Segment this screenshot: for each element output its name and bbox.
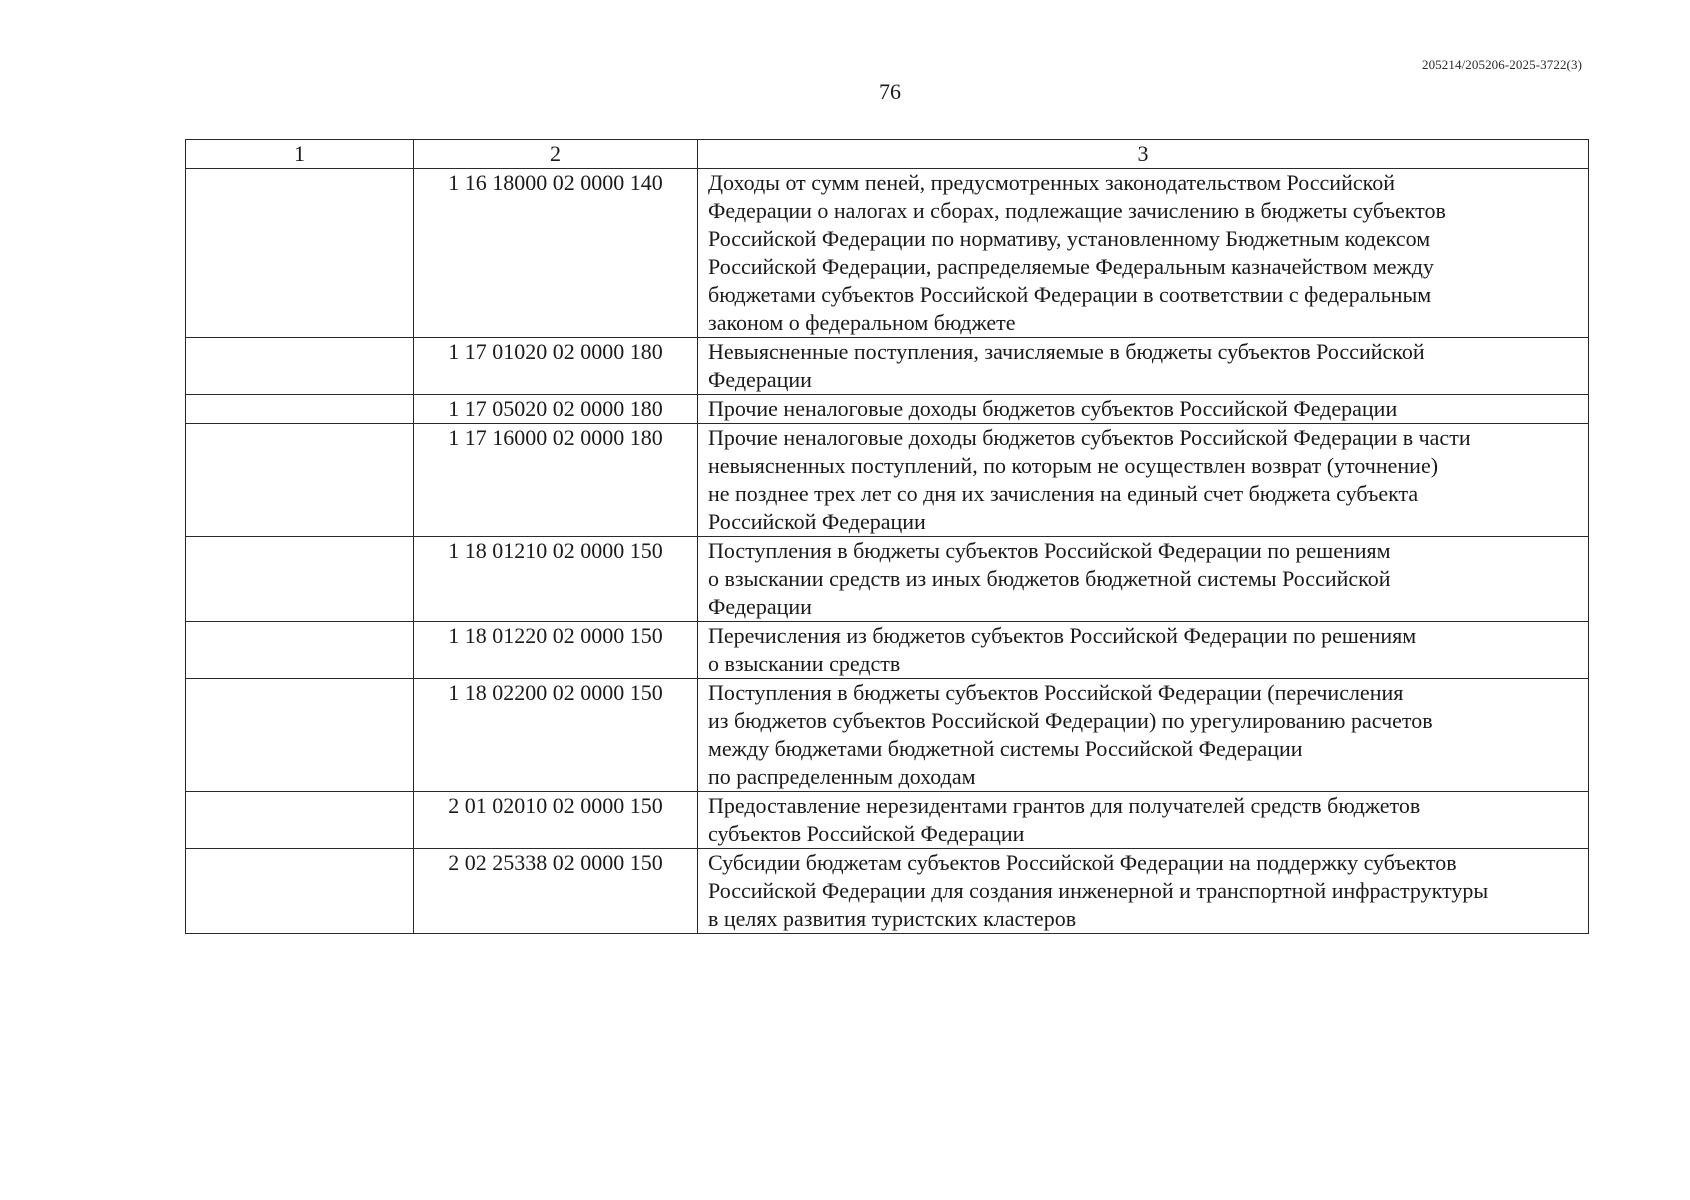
- table-row: [186, 424, 1589, 537]
- column-header-3: 3: [698, 140, 1589, 169]
- admin-code-cell: [186, 622, 414, 679]
- admin-code-cell: [186, 424, 414, 537]
- revenue-description-cell: [698, 849, 1589, 934]
- description-line: о взыскании средств: [708, 651, 901, 676]
- description-line: Перечисления из бюджетов субъектов Российской Федерации по решениям: [708, 623, 1417, 648]
- budget-classification-code: 1 18 01210 02 0000 150: [414, 537, 698, 622]
- description-line: в целях развития туристских кластеров: [708, 906, 1077, 931]
- description-line: Поступления в бюджеты субъектов Российской Федерации по решениям: [708, 538, 1391, 563]
- description-line: Федерации: [708, 367, 812, 392]
- description-line: Прочие неналоговые доходы бюджетов субъектов Российской Федерации: [708, 396, 1398, 421]
- description-line: Российской Федерации по нормативу, установленному Бюджетным кодексом: [708, 226, 1431, 251]
- description-line: Субсидии бюджетам субъектов Российской Федерации на поддержку субъектов: [708, 850, 1457, 875]
- admin-code-cell: [186, 169, 414, 338]
- column-header-2: 2: [414, 140, 698, 169]
- revenue-description-cell: [698, 395, 1589, 424]
- description-line: Поступления в бюджеты субъектов Российской Федерации (перечисления: [708, 680, 1404, 705]
- revenue-codes-table: [185, 139, 1589, 934]
- revenue-description-cell: [698, 169, 1589, 338]
- table-row: [186, 622, 1589, 679]
- table-body: [186, 169, 1589, 934]
- description-line: Российской Федерации: [708, 509, 926, 534]
- table-row: [186, 338, 1589, 395]
- budget-classification-code: 1 18 02200 02 0000 150: [414, 679, 698, 792]
- admin-code-cell: [186, 792, 414, 849]
- revenue-description-cell: [698, 338, 1589, 395]
- budget-classification-code: 1 18 01220 02 0000 150: [414, 622, 698, 679]
- revenue-description-cell: [698, 537, 1589, 622]
- description-line: Доходы от сумм пеней, предусмотренных законодательством Российской: [708, 170, 1395, 195]
- admin-code-cell: [186, 679, 414, 792]
- budget-classification-code: 2 01 02010 02 0000 150: [414, 792, 698, 849]
- description-line: о взыскании средств из иных бюджетов бюджетной системы Российской: [708, 566, 1391, 591]
- description-line: Невыясненные поступления, зачисляемые в бюджеты субъектов Российской: [708, 339, 1425, 364]
- admin-code-cell: [186, 849, 414, 934]
- revenue-description-cell: [698, 622, 1589, 679]
- description-line: Российской Федерации для создания инженерной и транспортной инфраструктуры: [708, 878, 1489, 903]
- revenue-description-cell: [698, 424, 1589, 537]
- description-line: бюджетами субъектов Российской Федерации в соответствии с федеральным: [708, 282, 1432, 307]
- table-row: [186, 395, 1589, 424]
- page-number: 76: [879, 79, 901, 104]
- table-row: [186, 792, 1589, 849]
- revenue-description-cell: [698, 792, 1589, 849]
- description-line: невыясненных поступлений, по которым не осуществлен возврат (уточнение): [708, 453, 1439, 478]
- table-row: [186, 537, 1589, 622]
- admin-code-cell: [186, 537, 414, 622]
- table-row: [186, 849, 1589, 934]
- description-line: Федерации: [708, 594, 812, 619]
- column-header-1: 1: [186, 140, 414, 169]
- revenue-codes-table-container: [185, 139, 1588, 934]
- description-line: Федерации о налогах и сборах, подлежащие зачислению в бюджеты субъектов: [708, 198, 1446, 223]
- budget-classification-code: 1 17 05020 02 0000 180: [414, 395, 698, 424]
- description-line: Российской Федерации, распределяемые Федеральным казначейством между: [708, 254, 1434, 279]
- budget-classification-code: 1 16 18000 02 0000 140: [414, 169, 698, 338]
- description-line: между бюджетами бюджетной системы Российской Федерации: [708, 736, 1303, 761]
- description-line: по распределенным доходам: [708, 764, 976, 789]
- admin-code-cell: [186, 395, 414, 424]
- description-line: Предоставление нерезидентами грантов для получателей средств бюджетов: [708, 793, 1421, 818]
- table-row: [186, 169, 1589, 338]
- description-line: из бюджетов субъектов Российской Федерации) по урегулированию расчетов: [708, 708, 1433, 733]
- table-header-row: [186, 140, 1589, 169]
- description-line: субъектов Российской Федерации: [708, 821, 1025, 846]
- budget-classification-code: 1 17 01020 02 0000 180: [414, 338, 698, 395]
- description-line: Прочие неналоговые доходы бюджетов субъектов Российской Федерации в части: [708, 425, 1471, 450]
- revenue-description-cell: [698, 679, 1589, 792]
- description-line: не позднее трех лет со дня их зачисления на единый счет бюджета субъекта: [708, 481, 1419, 506]
- admin-code-cell: [186, 338, 414, 395]
- budget-classification-code: 2 02 25338 02 0000 150: [414, 849, 698, 934]
- budget-classification-code: 1 17 16000 02 0000 180: [414, 424, 698, 537]
- document-id: 205214/205206-2025-3722(3): [1421, 57, 1582, 72]
- table-row: [186, 679, 1589, 792]
- description-line: законом о федеральном бюджете: [708, 310, 1016, 335]
